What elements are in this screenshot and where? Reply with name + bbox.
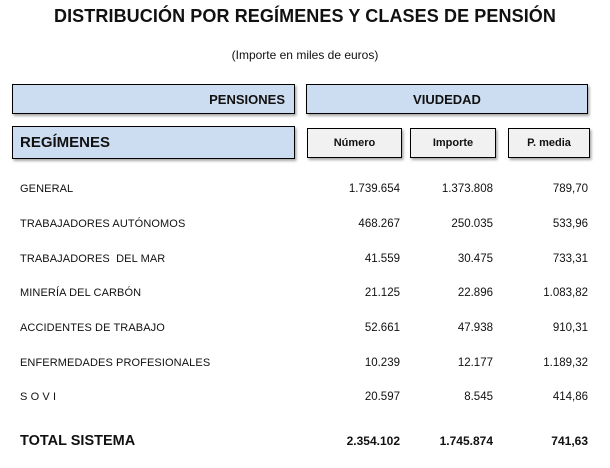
table-row: [12, 207, 588, 242]
numero-value: 1.739.654: [348, 183, 400, 196]
pmedia-value: 789,70: [552, 183, 588, 196]
regime-label: ACCIDENTES DE TRABAJO: [20, 322, 165, 335]
column-header-pmedia: P. media: [508, 128, 590, 158]
table-row: [12, 241, 588, 276]
group-header-row: [12, 84, 588, 114]
table-row: [12, 311, 588, 346]
pmedia-value: 414,86: [552, 391, 588, 404]
table-row: [12, 172, 588, 207]
importe-value: 1.373.808: [441, 183, 493, 196]
importe-value: 22.896: [457, 287, 493, 300]
importe-value: 250.035: [451, 218, 493, 231]
numero-value: 20.597: [364, 391, 400, 404]
regime-label: MINERÍA DEL CARBÓN: [20, 287, 142, 300]
numero-value: 52.661: [364, 322, 400, 335]
regime-label: TRABAJADORES AUTÓNOMOS: [20, 218, 186, 231]
page-title: DISTRIBUCIÓN POR REGÍMENES Y CLASES DE PENSIÓN: [53, 6, 557, 26]
viudedad-header: VIUDEDAD: [306, 84, 588, 114]
pmedia-value: 1.083,82: [543, 287, 588, 300]
regime-label: ENFERMEDADES PROFESIONALES: [20, 356, 211, 369]
regimenes-header: REGÍMENES: [12, 126, 295, 159]
numero-value: 41.559: [364, 252, 400, 265]
regime-label: TRABAJADORES DEL MAR: [20, 252, 166, 265]
numero-value: 468.267: [358, 218, 400, 231]
column-header-row: [12, 126, 590, 159]
total-row: [12, 424, 588, 458]
total-pmedia-value: 741,63: [551, 434, 588, 448]
total-numero-value: 2.354.102: [346, 434, 400, 448]
page-subtitle: (Importe en miles de euros): [231, 48, 379, 62]
pmedia-value: 533,96: [552, 218, 588, 231]
table-row: [12, 380, 588, 415]
pmedia-value: 910,31: [552, 322, 588, 335]
importe-value: 47.938: [457, 322, 493, 335]
numero-value: 10.239: [364, 356, 400, 369]
table-body: [12, 172, 588, 415]
total-importe-value: 1.745.874: [439, 434, 493, 448]
column-header-importe: Importe: [410, 128, 496, 158]
numero-value: 21.125: [364, 287, 400, 300]
importe-value: 30.475: [457, 252, 493, 265]
pmedia-value: 733,31: [552, 252, 588, 265]
table-row: [12, 276, 588, 311]
total-label: TOTAL SISTEMA: [20, 433, 136, 449]
regime-label: S O V I: [20, 391, 57, 404]
pmedia-value: 1.189,32: [543, 356, 588, 369]
importe-value: 12.177: [457, 356, 493, 369]
table-row: [12, 345, 588, 380]
regime-label: GENERAL: [20, 183, 74, 196]
pensiones-header: PENSIONES: [12, 84, 295, 114]
importe-value: 8.545: [464, 391, 493, 404]
column-header-numero: Número: [307, 128, 402, 158]
